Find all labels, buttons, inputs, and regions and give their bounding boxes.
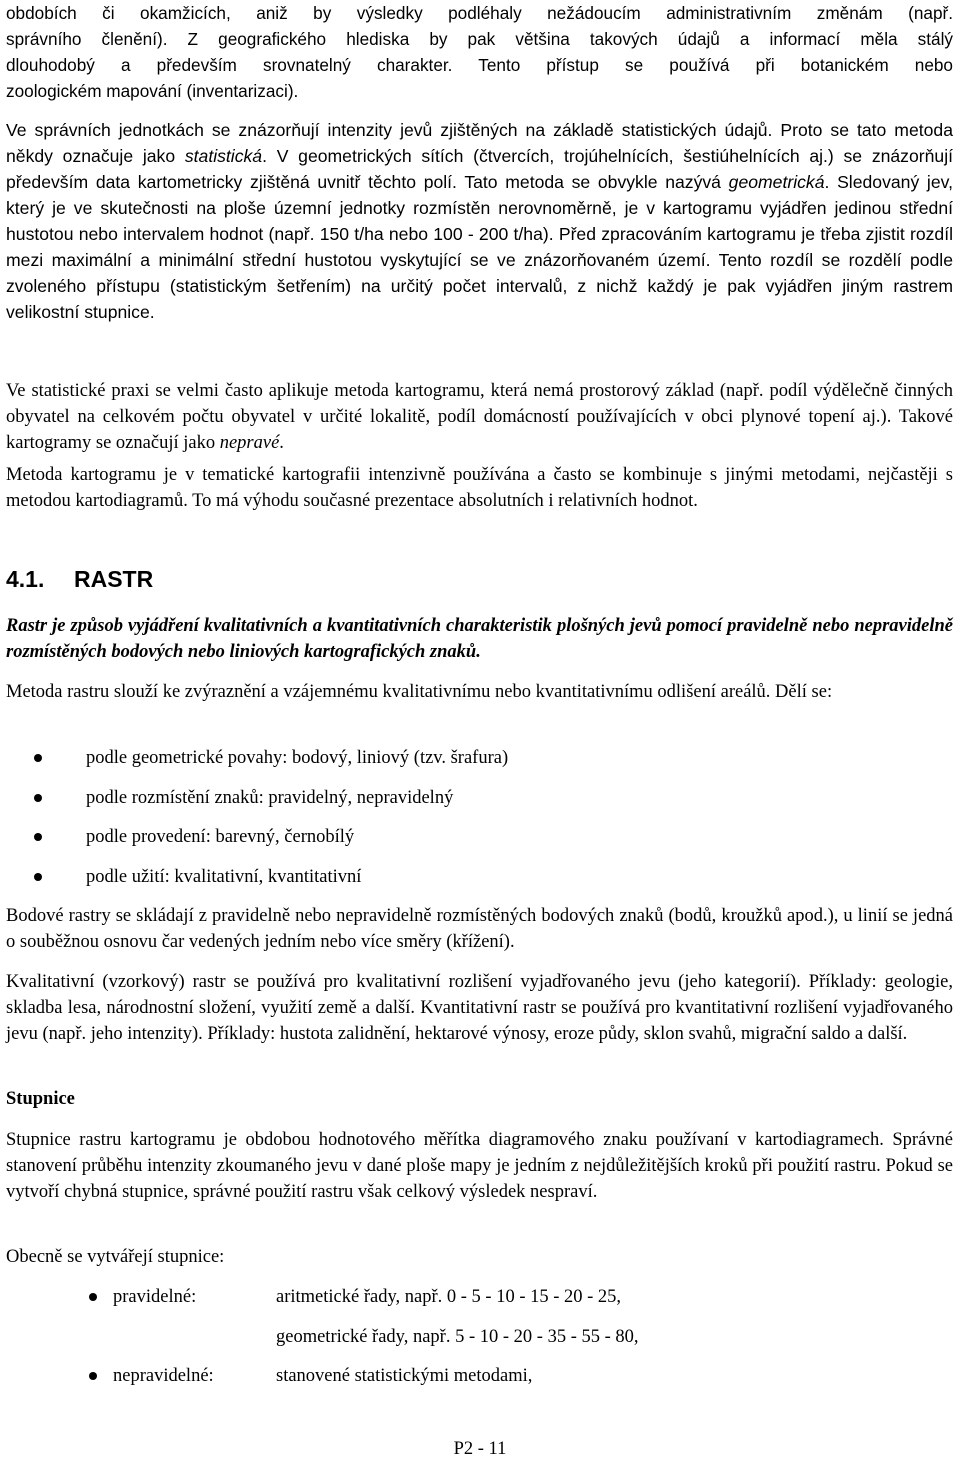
paragraph-spravni	[6, 117, 953, 325]
scale-item	[6, 1324, 953, 1364]
subheading-stupnice: Stupnice	[6, 1089, 75, 1109]
section-title: RASTR	[74, 566, 154, 592]
list-item: podle rozmístění znaků: pravidelný, nepravidelný	[6, 785, 953, 825]
paragraph-text: . Sledovaný jev, který je ve skutečnosti na ploše územní jednotky rozmístěn nerovnoměrně, je v kartogramu vyjádřen jedinou střední hustotou nebo intervalem hodnot (např. 150 t/ha nebo 100 - 200 t/ha). Před zpracováním kartogramu je třeba zjistit rozdíl mezi maximální a minimální střední hustotou vyskytující se ve znázorňovaném území. Tento rozdíl se rozdělí podle zvoleného přístupu (statistickým šetřením) na určitý počet intervalů, z nichž každý je pak vyjádřen jiným rastrem velikostní stupnice.	[6, 172, 953, 322]
scale-value: geometrické řady, např. 5 - 10 - 20 - 35 - 55 - 80,	[276, 1326, 639, 1347]
list-item: podle geometrické povahy: bodový, liniový (tzv. šrafura)	[6, 745, 953, 785]
paragraph-slouzi: Metoda rastru slouží ke zvýraznění a vzájemnému kvalitativnímu nebo kvantitativnímu odlišení areálů. Dělí se:	[6, 682, 833, 702]
scale-value: aritmetické řady, např. 0 - 5 - 10 - 15 - 20 - 25,	[276, 1287, 622, 1307]
paragraph-text: Ve správních jednotkách se znázorňují intenzity jevů zjištěných na základě statistických údajů. Proto se tato metoda někdy označuje jako	[6, 120, 953, 166]
top-paragraph-line: správního členění). Z geografického hlediska by pak většina takových údajů a informací měla stálý	[6, 29, 953, 49]
term-statisticka: statistická	[184, 146, 263, 166]
paragraph-bodove: Bodové rastry se skládají z pravidelně nebo nepravidelně rozmístěných bodových znaků (bodů, kroužků apod.), u linií se jedná o souběžnou osnovu čar vedených jedním nebo více směry (křížení).	[6, 906, 953, 952]
paragraph-text: Ve statistické praxi se velmi často aplikuje metoda kartogramu, která nemá prostorový základ (např. podíl výdělečně činných obyvatel na celkovém počtu obyvatel v určité lokalitě, podíl domácností používajících v obci plynové topení aj.). Takové kartogramy se označují jako	[6, 381, 953, 453]
top-paragraph	[6, 0, 953, 104]
scale-label: nepravidelné:	[113, 1366, 214, 1386]
list-item: podle provedení: barevný, černobílý	[6, 824, 953, 864]
definition: Rastr je způsob vyjádření kvalitativních a kvantitativních charakteristik plošných jevů pomocí pravidelně nebo nepravidelně rozmístěných bodových nebo liniových kartografických znaků.	[6, 616, 953, 662]
bullet-icon	[89, 1372, 97, 1380]
section-heading	[6, 564, 153, 594]
term-geometricka: geometrická	[728, 172, 825, 192]
bullet-icon	[89, 1293, 97, 1301]
paragraph-stupnice: Stupnice rastru kartogramu je obdobou hodnotového měřítka diagramového znaku používaní v kartodiagramech. Správné stanovení průběhu intenzity zkoumaného jevu v dané ploše mapy je jedním z nejdůležitějších kroků při použití rastru. Pokud se vytvoří chybná stupnice, správné použití rastru však celkový výsledek nespraví.	[6, 1130, 953, 1202]
division-list	[6, 745, 953, 903]
section-number: 4.1.	[6, 566, 45, 592]
paragraph-praxe	[6, 378, 953, 456]
scale-list	[6, 1284, 953, 1403]
paragraph-text: . V geometrických sítích (čtvercích, trojúhelnících, šestiúhelnících aj.) se znázorňují především data kartometricky zjištěná uvnitř těchto polí. Tato metoda se obvykle nazývá	[6, 146, 953, 192]
top-paragraph-line: zoologickém mapování (inventarizaci).	[6, 81, 299, 101]
top-paragraph-line: dlouhodobý a především srovnatelný charakter. Tento přístup se používá při botanickém nebo	[6, 55, 953, 75]
list-item: podle užití: kvalitativní, kvantitativní	[6, 864, 953, 904]
paragraph-obecne: Obecně se vytvářejí stupnice:	[6, 1247, 225, 1267]
scale-item	[6, 1363, 953, 1403]
paragraph-metoda: Metoda kartogramu je v tematické kartografii intenzivně používána a často se kombinuje s jinými metodami, nejčastěji s metodou kartodiagramů. To má výhodu současné prezentace absolutních i relativních hodnot.	[6, 465, 953, 511]
scale-item	[6, 1284, 953, 1324]
scale-value: stanovené statistickými metodami,	[276, 1366, 533, 1386]
scale-label: pravidelné:	[113, 1287, 197, 1307]
term-neprave: nepravé	[219, 433, 280, 453]
page-number: P2 - 11	[453, 1439, 507, 1459]
paragraph-text: .	[279, 433, 284, 453]
top-paragraph-line: obdobích či okamžicích, aniž by výsledky podléhaly nežádoucím administrativním změnám (např.	[6, 3, 953, 23]
paragraph-kvalitativni: Kvalitativní (vzorkový) rastr se používá pro kvalitativní rozlišení vyjadřovaného jevu (jeho kategorií). Příklady: geologie, skladba lesa, národnostní složení, využití země a další. Kvantitativní rastr se používá pro kvantitativní rozlišení vyjadřovaného jevu (např. jeho intenzity). Příklady: hustota zalidnění, hektarové výnosy, eroze půdy, sklon svahů, migrační saldo a další.	[6, 972, 953, 1044]
